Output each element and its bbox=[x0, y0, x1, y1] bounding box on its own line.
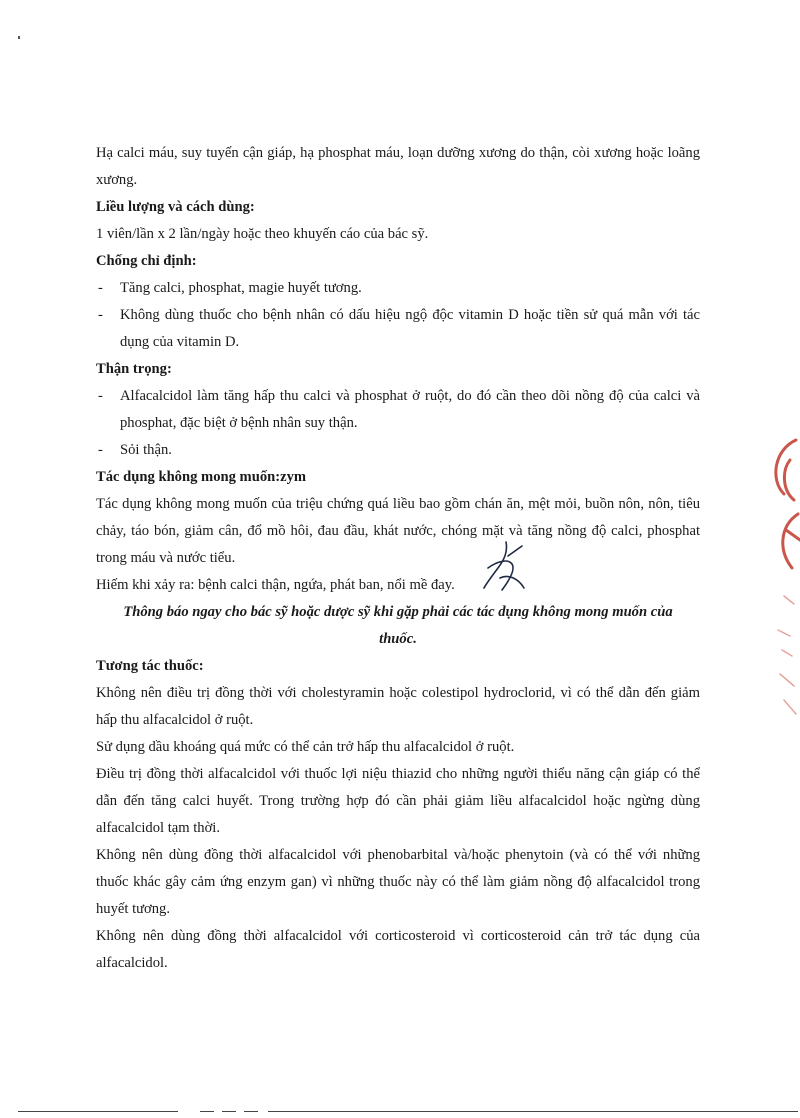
rule-segment bbox=[268, 1111, 798, 1112]
stamp-stroke bbox=[778, 596, 796, 714]
rule-segment bbox=[200, 1111, 214, 1112]
dosage-heading: Liều lượng và cách dùng: bbox=[96, 199, 255, 215]
dosage-paragraph: 1 viên/lần x 2 lần/ngày hoặc theo khuyến cáo của bác sỹ. bbox=[96, 226, 429, 242]
interaction-paragraph: Không nên điều trị đồng thời với cholestyramin hoặc colestipol hydroclorid, vì có thể dẫn đến giảm hấp thu alfacalcidol ở ruột. bbox=[96, 685, 700, 728]
precautions-heading: Thận trọng: bbox=[96, 361, 172, 377]
stamp-stroke bbox=[776, 440, 800, 568]
footer-rule bbox=[18, 1111, 798, 1112]
contraindication-item bbox=[96, 302, 700, 356]
bullet-dash: - bbox=[98, 388, 103, 404]
precaution-text: Alfacalcidol làm tăng hấp thu calci và phosphat ở ruột, do đó cần theo dõi nồng độ của calci và phosphat, đặc biệt ở bệnh nhân suy thận. bbox=[120, 388, 700, 431]
rule-segment bbox=[244, 1111, 258, 1112]
warning-notice: Thông báo ngay cho bác sỹ hoặc dược sỹ khi gặp phải các tác dụng không mong muốn của thuốc. bbox=[123, 604, 673, 647]
scan-artifact bbox=[18, 36, 20, 39]
rare-effects-paragraph: Hiếm khi xảy ra: bệnh calci thận, ngứa, phát ban, nổi mề đay. bbox=[96, 577, 455, 593]
adverse-effects-paragraph: Tác dụng không mong muốn của triệu chứng quá liều bao gồm chán ăn, mệt mỏi, buồn nôn, nôn, tiêu chảy, táo bón, giảm cân, đổ mồ hôi, đau đầu, khát nước, chóng mặt và tăng nồng độ calci, phosphat trong máu và nước tiểu. bbox=[96, 496, 700, 566]
interaction-paragraph: Không nên dùng đồng thời alfacalcidol với corticosteroid vì corticosteroid cản trở tác dụng của alfacalcidol. bbox=[96, 928, 700, 971]
precaution-item bbox=[96, 437, 700, 464]
intro-paragraph: Hạ calci máu, suy tuyến cận giáp, hạ phosphat máu, loạn dưỡng xương do thận, còi xương hoặc loãng xương. bbox=[96, 145, 700, 188]
red-stamp-mark bbox=[760, 430, 800, 580]
faded-stamp-mark bbox=[764, 590, 800, 730]
contraindications-heading: Chống chỉ định: bbox=[96, 253, 197, 269]
bullet-dash: - bbox=[98, 307, 103, 323]
interaction-paragraph: Không nên dùng đồng thời alfacalcidol với phenobarbital và/hoặc phenytoin (và có thể với những thuốc khác gây cảm ứng enzym gan) vì những thuốc này có thể làm giảm nồng độ alfacalcidol trong huyết tương. bbox=[96, 847, 700, 917]
interaction-paragraph: Sử dụng dầu khoáng quá mức có thể cản trở hấp thu alfacalcidol ở ruột. bbox=[96, 739, 515, 755]
rule-segment bbox=[18, 1111, 178, 1112]
bullet-dash: - bbox=[98, 280, 103, 296]
bullet-dash: - bbox=[98, 442, 103, 458]
rule-segment bbox=[222, 1111, 236, 1112]
signature-stroke bbox=[484, 542, 524, 590]
handwritten-signature bbox=[478, 538, 530, 600]
interactions-heading: Tương tác thuốc: bbox=[96, 658, 204, 674]
precaution-text: Sỏi thận. bbox=[120, 442, 172, 458]
contraindication-item bbox=[96, 275, 700, 302]
document-body bbox=[96, 140, 700, 977]
contraindication-text: Không dùng thuốc cho bệnh nhân có dấu hiệu ngộ độc vitamin D hoặc tiền sử quá mẫn với tác dụng của vitamin D. bbox=[120, 307, 700, 350]
contraindication-text: Tăng calci, phosphat, magie huyết tương. bbox=[120, 280, 362, 296]
adverse-effects-heading: Tác dụng không mong muốn:zym bbox=[96, 469, 307, 485]
precaution-item bbox=[96, 383, 700, 437]
interaction-paragraph: Điều trị đồng thời alfacalcidol với thuốc lợi niệu thiazid cho những người thiểu năng cận giáp có thể dẫn đến tăng calci huyết. Trong trường hợp đó cần phải giảm liều alfacalcidol hoặc ngừng dùng alfacalcidol tạm thời. bbox=[96, 766, 700, 836]
